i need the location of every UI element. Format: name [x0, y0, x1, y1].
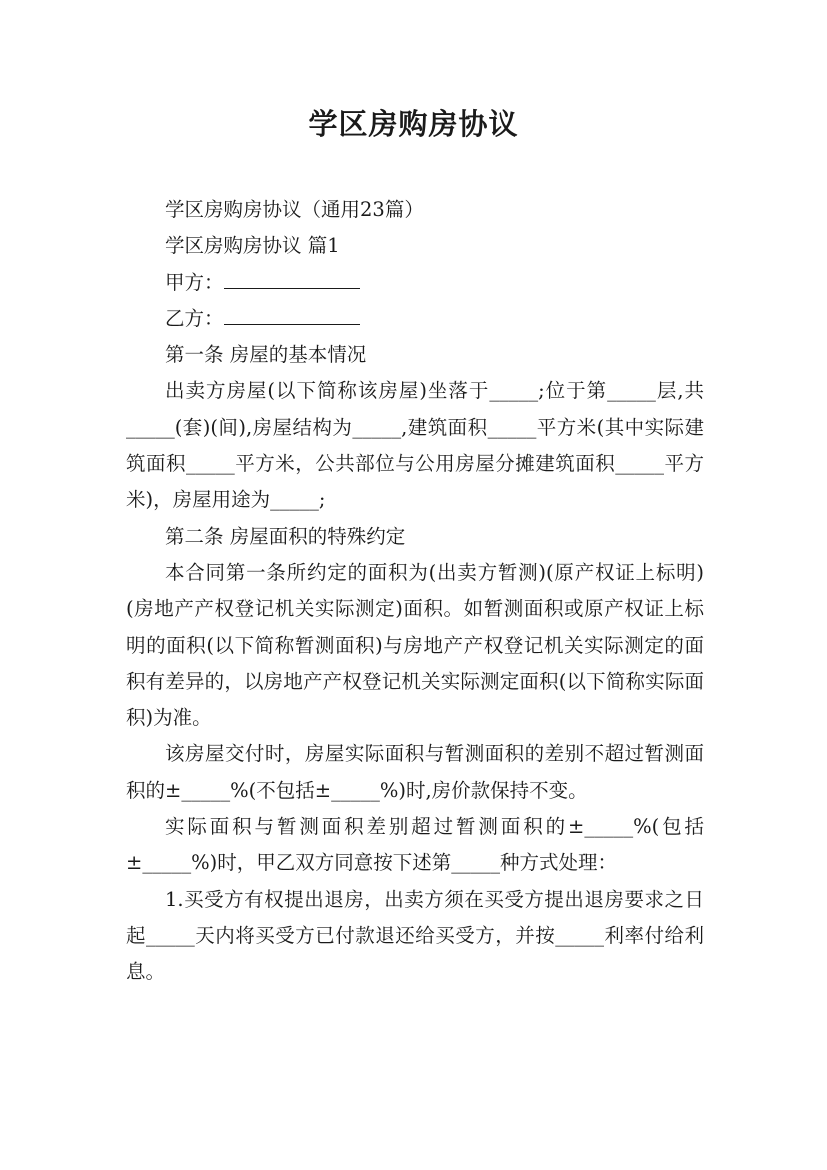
party-a-blank [224, 269, 360, 289]
party-b-line [126, 301, 704, 337]
party-a-label: 甲方： [165, 270, 224, 294]
party-b-label: 乙方： [165, 306, 224, 330]
subtitle-paragraph: 学区房购房协议（通用23篇） [165, 198, 424, 221]
article-1-paragraph: 出卖方房屋(以下简称该房屋)坐落于_____;位于第_____层,共_____(套)(间),房屋结构为_____,建筑面积_____平方米(其中实际建筑面积_____平方米，公共部位与公用房屋分摊建筑面积_____平方米)，房屋用途为_____; [126, 379, 704, 512]
party-b-blank [224, 305, 360, 325]
article-2-paragraph-2: 该房屋交付时，房屋实际面积与暂测面积的差别不超过暂测面积的±_____%(不包括±_____%)时,房价款保持不变。 [126, 742, 704, 802]
article-1-heading: 第一条 房屋的基本情况 [165, 343, 367, 367]
party-a-line [126, 265, 704, 301]
document-title: 学区房购房协议 [308, 107, 519, 141]
article-2-heading: 第二条 房屋面积的特殊约定 [165, 524, 406, 548]
article-2-paragraph-1: 本合同第一条所约定的面积为(出卖方暂测)(原产权证上标明)(房地产产权登记机关实际测定)面积。如暂测面积或原产权证上标明的面积(以下简称暂测面积)与房地产产权登记机关实际测定的面积有差异的，以房地产产权登记机关实际测定面积(以下简称实际面积)为准。 [126, 560, 704, 730]
section-heading: 学区房购房协议 篇1 [165, 234, 340, 258]
article-2-option-1: 1.买受方有权提出退房，出卖方须在买受方提出退房要求之日起_____天内将买受方已付款退还给买受方，并按_____利率付给利息。 [126, 887, 704, 984]
document-body [126, 192, 704, 991]
article-2-paragraph-3: 实际面积与暂测面积差别超过暂测面积的±_____%(包括±_____%)时，甲乙双方同意按下述第_____种方式处理： [126, 815, 704, 875]
